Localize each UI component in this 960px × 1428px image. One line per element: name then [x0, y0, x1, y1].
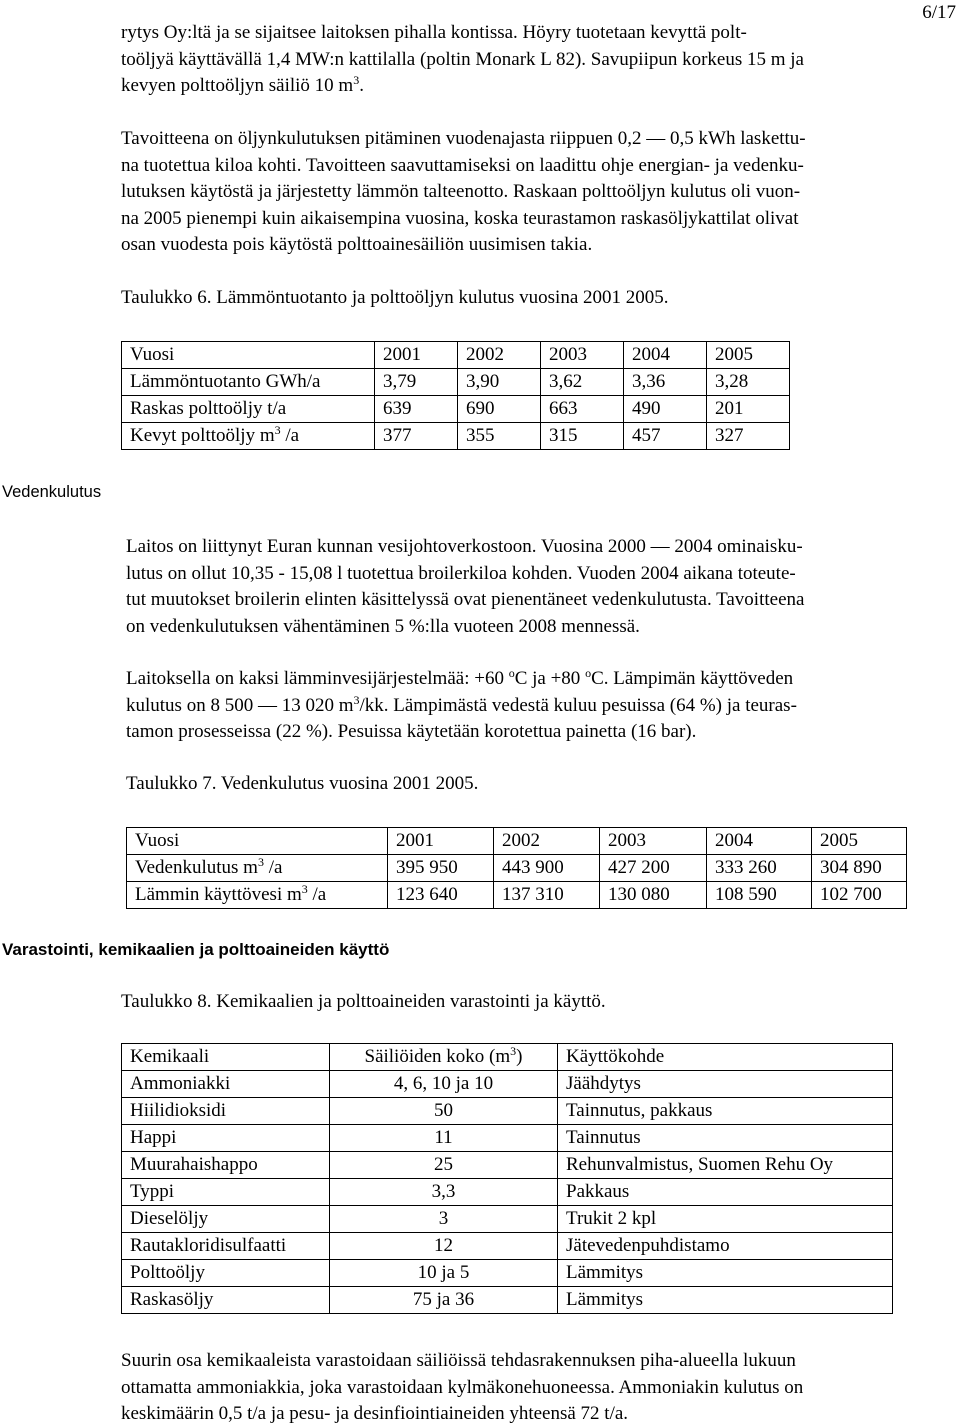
- table-cell: Trukit 2 kpl: [558, 1206, 893, 1233]
- table-cell: 2001: [388, 828, 494, 855]
- table-cell: Tainnutus: [558, 1125, 893, 1152]
- table-cell: 327: [707, 423, 790, 450]
- table-row: [122, 1233, 893, 1260]
- text-line: Laitoksella on kaksi lämminvesijärjestelmää: +60 $^o$C ja +80 $^o$C. Lämpimän käyttöveden: [126, 666, 794, 689]
- text-line: lutus on ollut 10,35 - 15,08 l tuotettua broilerkiloa kohden. Vuoden 2004 aikana toteute-: [126, 562, 796, 584]
- table-cell: 123 640: [388, 882, 494, 909]
- hotwater-paragraph: [126, 666, 797, 746]
- table-cell: 3,36: [624, 369, 707, 396]
- table-cell: 2003: [541, 342, 624, 369]
- table-cell: 3: [330, 1206, 558, 1233]
- section-heading-water: Vedenkulutus: [2, 483, 102, 501]
- table-cell: Pakkaus: [558, 1179, 893, 1206]
- table-cell: 355: [458, 423, 541, 450]
- table7-caption: Taulukko 7. Vedenkulutus vuosina 2001 2005.: [126, 773, 479, 794]
- text-line: rytys Oy:ltä ja se sijaitsee laitoksen pihalla kontissa. Höyry tuotetaan kevyttä polt-: [121, 22, 747, 43]
- table-cell: 2001: [375, 342, 458, 369]
- table-cell: 137 310: [494, 882, 600, 909]
- table-cell: Dieselöljy: [122, 1206, 330, 1233]
- table-cell: 10 ja 5: [330, 1260, 558, 1287]
- table-cell: 690: [458, 396, 541, 423]
- table-cell: Rehunvalmistus, Suomen Rehu Oy: [558, 1152, 893, 1179]
- target-paragraph: [121, 126, 806, 259]
- text-line: toöljyä käyttävällä 1,4 MW:n kattilalla (poltin Monark L 82). Savupiipun korkeus 15 m ja: [121, 48, 804, 70]
- intro-paragraph: [121, 20, 804, 100]
- table-cell: 3,90: [458, 369, 541, 396]
- table6: [121, 341, 790, 450]
- table-cell: 2004: [624, 342, 707, 369]
- table-header-row: [122, 1044, 893, 1071]
- water-paragraph: [126, 534, 804, 640]
- table-cell: Tainnutus, pakkaus: [558, 1098, 893, 1125]
- table-row: [122, 1071, 893, 1098]
- table-cell: Lämmin käyttövesi $m^3$ /a: [127, 882, 388, 909]
- table-row: [122, 1098, 893, 1125]
- table-cell: Lämmitys: [558, 1287, 893, 1314]
- text-line: kevyen polttoöljyn säiliö 10 $m^3$.: [121, 73, 364, 96]
- table-row: [122, 1206, 893, 1233]
- text-line: osan vuodesta pois käytöstä polttoainesäiliön uusimisen takia.: [121, 234, 593, 255]
- table-cell: 304 890: [812, 855, 907, 882]
- table-cell: Happi: [122, 1125, 330, 1152]
- table8: [121, 1043, 893, 1314]
- table-cell: Vuosi: [127, 828, 388, 855]
- table-cell: 50: [330, 1098, 558, 1125]
- table-cell: 25: [330, 1152, 558, 1179]
- table-cell: 2005: [707, 342, 790, 369]
- table-cell: 108 590: [707, 882, 812, 909]
- text-line: kulutus on 8 500 — 13 020 $m^3/kk$. Lämpimästä vedestä kuluu pesuissa (64 %) ja teuras-: [126, 692, 797, 716]
- table-cell: 315: [541, 423, 624, 450]
- table-cell: Säiliöiden koko $(m^3)$: [330, 1044, 558, 1071]
- table-cell: 201: [707, 396, 790, 423]
- table-cell: Jätevedenpuhdistamo: [558, 1233, 893, 1260]
- table-cell: 663: [541, 396, 624, 423]
- text-line: Tavoitteena on öljynkulutuksen pitäminen vuodenajasta riippuen 0,2 — 0,5 kWh laskettu-: [121, 128, 806, 149]
- text-line: tut muutokset broilerin elinten käsittelyssä ovat pienentäneet vedenkulutusta. Tavoitteena: [126, 589, 805, 610]
- table-cell: 3,79: [375, 369, 458, 396]
- table-cell: Polttoöljy: [122, 1260, 330, 1287]
- table-cell: Kevyt polttoöljy $m^3$ /a: [122, 423, 375, 450]
- table-cell: 490: [624, 396, 707, 423]
- table-cell: 12: [330, 1233, 558, 1260]
- table-cell: Rautakloridisulfaatti: [122, 1233, 330, 1260]
- table-cell: 2003: [600, 828, 707, 855]
- table-row: [122, 1260, 893, 1287]
- table-cell: 2002: [494, 828, 600, 855]
- table-row: [122, 1152, 893, 1179]
- table-cell: 377: [375, 423, 458, 450]
- table-cell: Ammoniakki: [122, 1071, 330, 1098]
- table-cell: 2002: [458, 342, 541, 369]
- table-row: [127, 855, 907, 882]
- table-cell: 457: [624, 423, 707, 450]
- table-cell: Typpi: [122, 1179, 330, 1206]
- table-cell: 443 900: [494, 855, 600, 882]
- final-paragraph: [121, 1348, 803, 1428]
- table-cell: 102 700: [812, 882, 907, 909]
- text-line: tamon prosesseissa (22 %). Pesuissa käytetään korotettua painetta (16 bar).: [126, 721, 697, 742]
- table-cell: Käyttökohde: [558, 1044, 893, 1071]
- table-cell: Raskas polttoöljy t/a: [122, 396, 375, 423]
- table-cell: Vedenkulutus $m^3$ /a: [127, 855, 388, 882]
- table-cell: 130 080: [600, 882, 707, 909]
- table-cell: Lämmöntuotanto GWh/a: [122, 369, 375, 396]
- table-cell: 11: [330, 1125, 558, 1152]
- table-row: [122, 369, 790, 396]
- table8-caption: Taulukko 8. Kemikaalien ja polttoaineiden varastointi ja käyttö.: [121, 991, 606, 1012]
- table-cell: Lämmitys: [558, 1260, 893, 1287]
- table-row: [122, 1179, 893, 1206]
- table-cell: 4, 6, 10 ja 10: [330, 1071, 558, 1098]
- text-line: keskimäärin 0,5 t/a ja pesu- ja desinfiointiaineiden yhteensä 72 t/a.: [121, 1403, 629, 1424]
- table-cell: 2004: [707, 828, 812, 855]
- table-row: [122, 1125, 893, 1152]
- table-cell: 333 260: [707, 855, 812, 882]
- table-cell: 3,62: [541, 369, 624, 396]
- table-cell: Raskasöljy: [122, 1287, 330, 1314]
- table-cell: Kemikaali: [122, 1044, 330, 1071]
- text-line: Laitos on liittynyt Euran kunnan vesijohtoverkostoon. Vuosina 2000 — 2004 ominaisku-: [126, 536, 803, 557]
- table-cell: 2005: [812, 828, 907, 855]
- table-row: [122, 1287, 893, 1314]
- text-line: on vedenkulutuksen vähentäminen 5 %:lla vuoteen 2008 mennessä.: [126, 615, 640, 637]
- table-header-row: [127, 828, 907, 855]
- table-cell: 395 950: [388, 855, 494, 882]
- page-number: 6/17: [922, 2, 956, 23]
- table7: [126, 827, 907, 909]
- table-cell: Vuosi: [122, 342, 375, 369]
- table-cell: 427 200: [600, 855, 707, 882]
- table-cell: Jäähdytys: [558, 1071, 893, 1098]
- table-cell: 75 ja 36: [330, 1287, 558, 1314]
- text-line: lutuksen käytöstä ja järjestetty lämmön talteenotto. Raskaan polttoöljyn kulutus oli vuon-: [121, 181, 801, 202]
- table-cell: Hiilidioksidi: [122, 1098, 330, 1125]
- text-line: na tuotettua kiloa kohti. Tavoitteen saavuttamiseksi on laadittu ohje energian- ja vedenku-: [121, 154, 804, 176]
- table-row: [122, 396, 790, 423]
- section-heading-storage: Varastointi, kemikaalien ja polttoaineiden käyttö: [2, 940, 390, 959]
- table-row: [122, 423, 790, 450]
- table-cell: 3,28: [707, 369, 790, 396]
- table-cell: Muurahaishappo: [122, 1152, 330, 1179]
- text-line: na 2005 pienempi kuin aikaisempina vuosina, koska teurastamon raskasöljykattilat olivat: [121, 207, 799, 229]
- text-line: Suurin osa kemikaaleista varastoidaan säiliöissä tehdasrakennuksen piha-alueella lukuun: [121, 1350, 796, 1371]
- text-line: ottamatta ammoniakkia, joka varastoidaan kylmäkonehuoneessa. Ammoniakin kulutus on: [121, 1376, 804, 1398]
- table-cell: 639: [375, 396, 458, 423]
- table-row: [127, 882, 907, 909]
- table-header-row: [122, 342, 790, 369]
- table6-caption: Taulukko 6. Lämmöntuotanto ja polttoöljyn kulutus vuosina 2001 2005.: [121, 287, 669, 308]
- table-cell: 3,3: [330, 1179, 558, 1206]
